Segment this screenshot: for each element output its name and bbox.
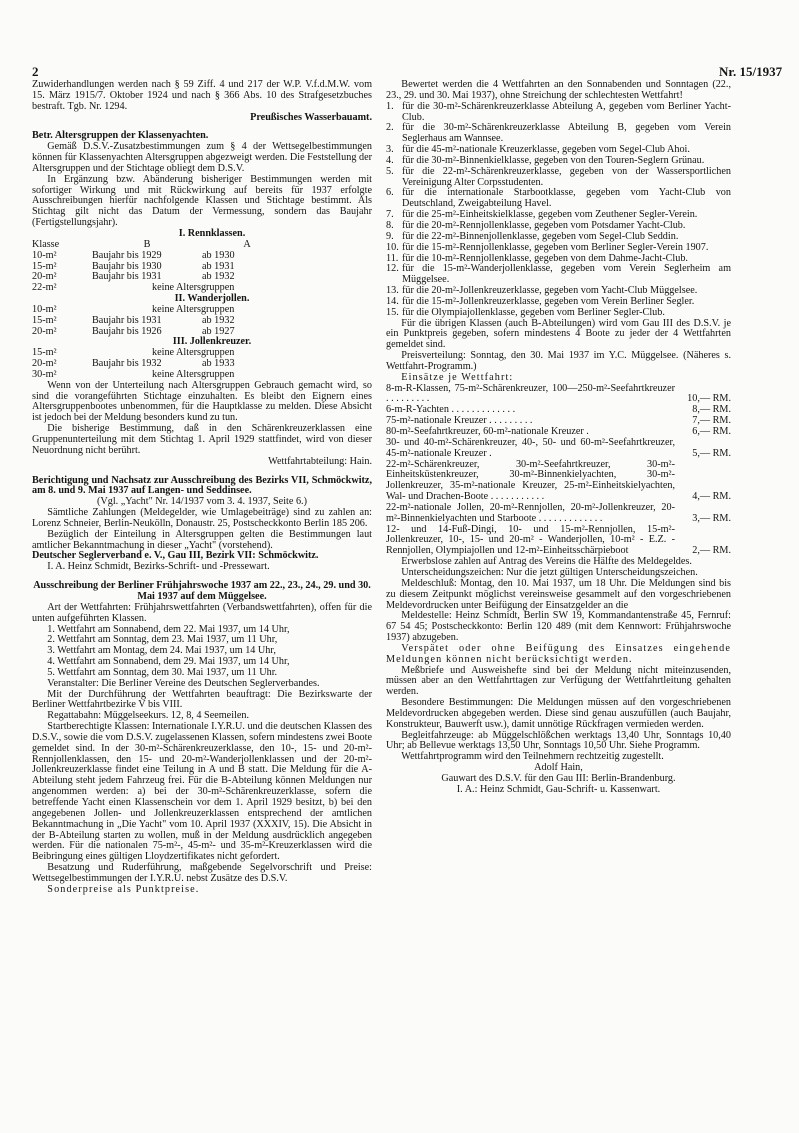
berichtigung-reference: (Vgl. „Yacht" Nr. 14/1937 vom 3. 4. 1937, Seite 6.) xyxy=(97,496,307,508)
table-row: 8-m-R-Klassen, 75-m²-Schärenkreuzer, 100—250-m²-Seefahrtkreuzer . . . . . . . . . 10,— RM. xyxy=(386,382,731,405)
table-row: 22-m²-nationale Jollen, 20-m²-Rennjollen, 20-m²-Jollenkreuzer, 20-m²-Binnenkielyachten und Starboote . . . . . . . . . . . . . 3,— RM. xyxy=(386,501,731,524)
table-row: 30- und 40-m²-Schärenkreuzer, 40-, 50- und 60-m²-Seefahrtkreuzer, 45-m²-nationale Kreuzer . 5,— RM. xyxy=(386,436,731,459)
table-row: 10-m² keine Altersgruppen xyxy=(32,303,235,315)
table-row: 75-m²-nationale Kreuzer . . . . . . . . . 7,— RM. xyxy=(386,415,731,427)
intro-paragraph: Zuwiderhandlungen werden nach § 59 Ziff. 4 und 217 der W.P. V.f.d.M.W. vom 15. März 1915/7. Oktober 1924 und nach § 366 Abs. 10 des Strafgesetzbuches bestraft. Tgb. Nr. 1294. xyxy=(32,79,372,112)
table-row: 15-m² Baujahr bis 1930 ab 1931 xyxy=(32,260,235,272)
list-item: 2. für die 30-m²-Schärenkreuzerklasse Abteilung B, gegeben vom Verein Seglerhaus am Wannsee. xyxy=(386,122,731,145)
wettfahrt-3: 3. Wettfahrt am Montag, dem 24. Mai 1937, um 14 Uhr, xyxy=(47,645,276,657)
alters-signature: Wettfahrtabteilung: Hain. xyxy=(268,455,372,467)
age-group-table xyxy=(32,229,372,381)
section-wanderjollen: II. Wanderjollen. xyxy=(174,293,250,305)
intro-signature: Preußisches Wasserbauamt. xyxy=(250,111,372,123)
uebrige-klassen: Für die übrigen Klassen (auch B-Abteilungen) wird vom Gau III des D.S.V. je ein Punktpreis gegeben, sofern mindestens 4 Boote zu jeder der 4 Wettfahrten gemeldet sind. xyxy=(386,317,731,351)
messbriefe: Meßbriefe und Ausweishefte sind bei der Meldung nicht miteinzusenden, müssen aber an den Wettfahrttagen zur Verfügung der Wettfahrtleitung gehalten werden. xyxy=(386,664,731,698)
startberechtigte-klassen: Startberechtigte Klassen: Internationale I.Y.R.U. und die deutschen Klassen des D.S.V., sowie die vom D.S.V. zugelassenen Klassen, sofern mindestens zwei Boote gemeldet sind. In der 30-m²-Schärenkreuzerklasse, den 10-, 15- und 20-m²-Rennjollenklassen, den 15- und 20-m²-Wanderjollenklassen und der 20-m²-Jollenkreuzerklasse findet eine Teilung in A und B statt. Die Meldung für die A-Abteilung steht jedem Fahrzeug frei. Für die B-Abteilung können Meldungen nur angenommen werden: a) bei der 30-m²-Schärenkreuzerklasse, sofern die betreffende Yacht einen Klassenschein vor dem 1. April 1929 besitzt, b) bei den angegebenen Jollen- und Jollenkreuzerklassen entsprechend der amtlichen Bekanntmachung in „Die Yacht" vom 10. April 1937 (XXXIV, 15). Die Absicht in der B-Abteilung starten zu wollen, muß in der Meldung ausdrücklich angegeben werden. Für die nationalen 75-m²-, 45-m²- und 35-m²-Kreuzerklassen wird die Beibringung eines gültigen Lloydzertifikates nicht gefordert. xyxy=(32,721,372,863)
art-der-wettfahrten: Art der Wettfahrten: Frühjahrswettfahrten (Verbandswettfahrten), offen für die unten aufgeführten Klassen. xyxy=(32,601,372,624)
alters-paragraph-2: In Ergänzung bzw. Abänderung bisheriger Bestimmungen werden mit sofortiger Wirkung und mit Rückwirkung auf bereits für 1937 erfolgte Ausschreibungen hierfür nachfolgende Klassen und Stichtage bestimmt. Als Stichtag gilt nicht das Datum der Vermessung, sondern das Baujahr (Fertigstellungsjahr). xyxy=(32,173,372,229)
table-row: 10-m² Baujahr bis 1929 ab 1930 xyxy=(32,249,235,261)
meldeschluss: Meldeschluß: Montag, den 10. Mai 1937, um 18 Uhr. Die Meldungen sind bis zu diesem Zeitpunkt möglichst vereinsweise gesammelt auf den vorgeschriebenen Meldevordrucken unter Beifügung der Einsatzgelder an die xyxy=(386,577,731,611)
table-row: 20-m² Baujahr bis 1932 ab 1933 xyxy=(32,358,235,370)
table-row: 30-m² keine Altersgruppen xyxy=(32,368,235,380)
section-jollenkreuzer: III. Jollenkreuzer. xyxy=(172,336,252,348)
issue-number: Nr. 15/1937 xyxy=(719,64,783,79)
veranstalter: Veranstalter: Die Berliner Vereine des Deutschen Seglerverbandes. xyxy=(47,677,320,689)
list-item: 15. für die Olympiajollenklasse, gegeben vom Berliner Segler-Club. xyxy=(386,306,665,318)
list-item: 13. für die 20-m²-Jollenkreuzerklasse, gegeben vom Yacht-Club Müggelsee. xyxy=(386,285,698,297)
table-row: 15-m² keine Altersgruppen xyxy=(32,347,235,359)
prize-list xyxy=(386,102,731,319)
begleitfahrzeuge: Begleitfahrzeuge: ab Müggelschlößchen werktags 13,40 Uhr, Sonntags 10,40 Uhr; ab Bellevue werktags 13,50 Uhr, Sonntags 10,50 Uhr. Siehe Programm. xyxy=(386,729,731,752)
sonderpreise: Sonderpreise als Punktpreise. xyxy=(47,883,200,895)
signature-ia: I. A.: Heinz Schmidt, Gau-Schrift- u. Kassenwart. xyxy=(456,783,661,795)
unterscheidungszeichen: Unterscheidungszeichen: Nur die jetzt gültigen Unterscheidungszeichen. xyxy=(401,566,698,578)
list-item: 12. für die 15-m²-Wanderjollenklasse, gegeben vom Verein Seglerheim am Müggelsee. xyxy=(386,263,731,286)
list-item: 3. für die 45-m²-nationale Kreuzerklasse, gegeben vom Segel-Club Ahoi. xyxy=(386,144,690,156)
erwerbslose: Erwerbslose zahlen auf Antrag des Vereins die Hälfte des Meldegeldes. xyxy=(401,556,692,568)
list-item: 5. für die 22-m²-Schärenkreuzerklasse, gegeben von der Wassersportlichen Vereinigung Alter Corpsstudenten. xyxy=(386,165,731,188)
regattabahn: Regattabahn: Müggelseekurs. 12, 8, 4 Seemeilen. xyxy=(47,710,250,722)
list-item: 9. für die 22-m²-Binnenjollenklasse, gegeben vom Segel-Club Seddin. xyxy=(386,230,679,242)
table-header: Klasse B A xyxy=(32,238,251,250)
list-item: 1. für die 30-m²-Schärenkreuzerklasse Abteilung A, gegeben vom Berliner Yacht-Club. xyxy=(386,100,731,123)
list-item: 4. für die 30-m²-Binnenkielklasse, gegeben von den Touren-Seglern Grünau. xyxy=(386,154,705,166)
signature-name: Adolf Hain, xyxy=(534,762,583,774)
signature-title: Gauwart des D.S.V. für den Gau III: Berlin-Brandenburg. xyxy=(441,773,676,784)
table-row: 22-m²-Schärenkreuzer, 30-m²-Seefahrtkreuzer, 30-m²-Einheitsküstenkreuzer, 30-m²-Binnenkielyachten, 30-m²-Jollenkreuzer, 35-m²-nationale Kreuzer, 25-m²-Einheitskielyachten, Wal- und Drachen-Boote . . . . . . . . . . . 4,— RM. xyxy=(386,458,731,503)
berichtigung-title: Berichtigung und Nachsatz zur Ausschreibung des Bezirks VII, Schmöckwitz, am 8. und 9. Mai 1937 auf Langen- und Seddinsee. xyxy=(32,474,372,497)
preisverteilung: Preisverteilung: Sonntag, den 30. Mai 1937 im Y.C. Müggelsee. (Näheres s. Wettfahrt-Programm.) xyxy=(386,350,731,372)
durchfuehrung: Mit der Durchführung der Wettfahrten beauftragt: Die Bezirkswarte der Berliner Wettfahrtbezirke V bis VIII. xyxy=(32,688,372,711)
berichtigung-signature: I. A. Heinz Schmidt, Bezirks-Schrift- und -Pressewart. xyxy=(47,561,270,573)
wettfahrt-4: 4. Wettfahrt am Sonnabend, dem 29. Mai 1937, um 14 Uhr, xyxy=(47,656,290,668)
meldestelle: Meldestelle: Heinz Schmidt, Berlin SW 19, Kommandantenstraße 45, Fernruf: 67 54 45; Postscheckkonto: Berlin 120 489 (mit dem Kennwort: Frühjahrswoche 1937) abzugeben. xyxy=(386,610,731,644)
list-item: 11. für die 10-m²-Rennjollenklasse, gegeben von dem Dahme-Jacht-Club. xyxy=(386,252,688,264)
right-column xyxy=(386,80,731,796)
list-item: 14. für die 15-m²-Jollenkreuzerklasse, gegeben vom Verein Berliner Segler. xyxy=(386,295,695,307)
alters-paragraph-3: Wenn von der Unterteilung nach Altersgruppen Gebrauch gemacht wird, so sind die vorangeführten Stichtage einzuhalten. Es bleibt den Eignern eines Altersgruppenbootes unbenommen, für die Hauptklasse zu melden. Diese Absicht ist jedoch bei der Meldung besonders kund zu tun. xyxy=(32,379,372,424)
berichtigung-paragraph-1: Sämtliche Zahlungen (Meldegelder, wie Umlagebeiträge) sind zu zahlen an: Lorenz Schneier, Berlin-Neukölln, Donaustr. 25, Postscheckkonto Berlin 185 206. xyxy=(32,507,372,529)
table-row: 6-m-R-Yachten . . . . . . . . . . . . . 8,— RM. xyxy=(386,404,731,416)
table-row: 80-m²-Seefahrtkreuzer, 60-m²-nationale Kreuzer . 6,— RM. xyxy=(386,426,731,437)
alters-paragraph-1: Gemäß D.S.V.-Zusatzbestimmungen zum § 4 der Wettsegelbestimmungen können für Klassenyachten Altersgruppen abgezweigt werden. Die Feststellung der Altersgruppen und der Stichtage obliegt dem D.S.V. xyxy=(32,141,372,174)
list-item: 7. für die 25-m²-Einheitskielklasse, gegeben vom Zeuthener Segler-Verein. xyxy=(386,209,698,221)
wettfahrtprogramm: Wettfahrtprogramm wird den Teilnehmern rechtzeitig zugestellt. xyxy=(401,751,664,763)
list-item: 6. für die internationale Starbootklasse, gegeben vom Yacht-Club von Deutschland, Zweigabteilung Havel. xyxy=(386,187,731,210)
fee-table xyxy=(386,384,731,558)
table-row: 20-m² Baujahr bis 1931 ab 1932 xyxy=(32,271,235,283)
besondere-bestimmungen: Besondere Bestimmungen: Die Meldungen müssen auf den vorgeschriebenen Meldevordrucken abgegeben werden. Diese sind genau auszufüllen (auch Baujahr, Konstrukteur, Bauwerft usw.), damit unnötige Rückfragen vermieden werden. xyxy=(386,697,731,730)
table-row: 20-m² Baujahr bis 1926 ab 1927 xyxy=(32,325,235,337)
section-rennklassen: I. Rennklassen. xyxy=(178,227,246,239)
berichtigung-organization: Deutscher Seglerverband e. V., Gau III, Bezirk VII: Schmöckwitz. xyxy=(32,550,319,562)
alters-paragraph-4: Die bisherige Bestimmung, daß in den Schärenkreuzerklassen eine Gruppenunterteilung mit dem Stichtag 1. April 1929 stattfindet, wird von dieser Neuordnung nicht berührt. xyxy=(32,423,372,456)
table-row: 15-m² Baujahr bis 1931 ab 1932 xyxy=(32,314,235,326)
ausschreibung-title: Ausschreibung der Berliner Frühjahrswoche 1937 am 22., 23., 24., 29. und 30. Mai 1937 auf dem Müggelsee. xyxy=(33,580,371,602)
besatzung: Besatzung und Ruderführung, maßgebende Segelvorschrift und Preise: Wettsegelbestimmungen der I.Y.R.U. nebst Zusätze des D.S.V. xyxy=(32,862,372,884)
einsaetze-title: Einsätze je Wettfahrt: xyxy=(401,371,514,383)
table-row: 12- und 14-Fuß-Dingi, 10- und 15-m²-Rennjollen, 15-m²-Jollenkreuzer, 10-, 15- und 20-m² - Wanderjollen, 10-m² - E.Z. - Rennjollen, Olympiajollen und 12-m²-Einheitsschärpieboot 2,— RM. xyxy=(386,523,731,557)
alters-title: Betr. Altersgruppen der Klassenyachten. xyxy=(32,130,209,142)
wettfahrt-5: 5. Wettfahrt am Sonntag, dem 30. Mai 1937, um 11 Uhr. xyxy=(47,666,278,678)
table-row: 22-m² keine Altersgruppen xyxy=(32,282,235,294)
page-number-left: 2 xyxy=(32,64,39,79)
list-item: 8. für die 20-m²-Rennjollenklasse, gegeben vom Potsdamer Yacht-Club. xyxy=(386,219,686,231)
berichtigung-paragraph-2: Bezüglich der Einteilung in Altersgruppen gelten die Bestimmungen laut amtlicher Bekanntmachung in dieser „Yacht" (vorstehend). xyxy=(32,528,372,551)
bewertet-paragraph: Bewertet werden die 4 Wettfahrten an den Sonnabenden und Sonntagen (22., 23., 29. und 30. Mai 1937), ohne Streichung der schlechtesten Wettfahrt! xyxy=(386,79,731,101)
list-item: 10. für die 15-m²-Rennjollenklasse, gegeben vom Berliner Segler-Verein 1907. xyxy=(386,241,709,253)
verspaetet: Verspätet oder ohne Beifügung des Einsatzes eingehende Meldungen können nicht berücksichtigt werden. xyxy=(386,642,731,665)
wettfahrt-2: 2. Wettfahrt am Sonntag, dem 23. Mai 1937, um 11 Uhr, xyxy=(47,634,278,646)
wettfahrt-1: 1. Wettfahrt am Sonnabend, dem 22. Mai 1937, um 14 Uhr, xyxy=(47,623,290,635)
left-column xyxy=(32,80,372,896)
